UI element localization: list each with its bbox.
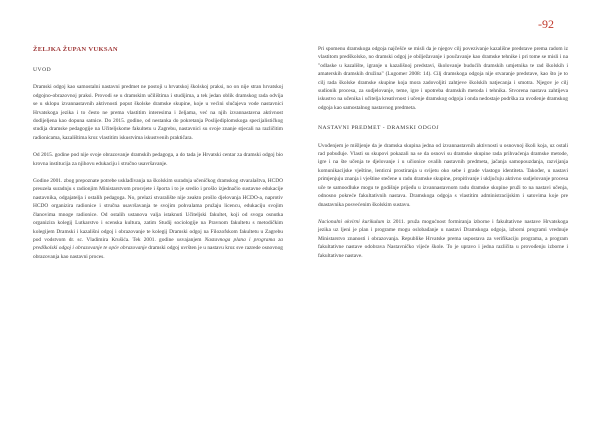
- section-heading-nastavni-predmet: NASTAVNI PREDMET - DRAMSKI ODGOJ: [318, 125, 440, 132]
- paragraph-text: dramski odgoj uvršten je u nastavu kroz sve razrede osnovnog obrazovanja kao nastavni proces.: [33, 245, 283, 260]
- paragraph: Uvođenjem je mišljenje da je dramska skupina jedna od izvannastavnih aktivnosti u osnovnoj školi koja, uz ostali rad pobuđuje. Vlasti su skupovi pokazali na se da osnovi su dramske skupine rada prihvaćenja dramske metode, igre i na šte učenja te djelovanje i u učionice ovalih nastavnih predmeta, jačanja samopouzdanja, razvijanja komunikacijske vještine, lenticni prostiranja u svijetu oko sebe i grade vlastogo identiteta. Također, u nastavi primjenjuju znanja i vještine stečene u radu dramske skupine, propitivanje i uključuju aktivno sudjelovanje procesa uče te samoodluke mogu te godišnje prijeđu u izvannastavnom radu dramske skupine pruži to na nastavi učenja, odnosno pokreće fakultativnih nastava. Dramskoga odgoja s vlastitim administracijskim i satovima koje pre dnastavnika posvećenim školskim sustavu.: [318, 142, 568, 208]
- right-column: [318, 45, 568, 269]
- paragraph: [318, 218, 568, 260]
- italic-title: Nastavnoga plana i programa za predškolski odgoj i obrazovanje te opće obrazovanje: [33, 236, 283, 252]
- italic-title: Nacionalni okvirni kurikulum: [318, 218, 385, 225]
- author-name: ŽELJKA ŽUPAN VUKSAN: [33, 46, 118, 53]
- paragraph-text: iz 2011. pruža mogućnost formiranja izborne i fakultativne nastave Hrvatskoga jezika uz ljeni je plan i programe mogu oslobađanje u nastavi Dramskoga odgoja, izborni programi vrednuje Ministarstvo znanosti i obrazovanja. Republike Hrvatske prema uspostava za verifikaciju programa, a program fakultativne nastave odobrava Nastavničko vijeće škole. To je upravo i jedna različita u provođenju izborne i fakultativne nastave.: [318, 218, 569, 259]
- section-heading-uvod: UVOD: [33, 67, 52, 73]
- paragraph: Dramski odgoj kao samostalni nastavni predmet ne postoji u hrvatskoj školskoj praksi, no on nije stran hrvatskoj odgojno-obrazovnoj praksi. Provodi se u dramskim učilištima i studijima, a tek jedan oblik dramskog rada odvija se u sklopu izvannastavnih aktivnosti poput školske dramske skupine, koje u većini slučajeva vode nastavnici Hrvatskoga jezika i to često ne prema vlastitim interesima i željama, već na njih izvannastavna aktivnost dodijeljena kao dopuna satnice. Do 2015. godine, od nestanka do pokretanja Poslijediplomskoga specijalističkog studija dramske pedagogije na Učiteljskome fakultetu u Zagrebu, nastavnici su svoje znanje stjecali na različitim radionicama, kazalištima kroz vlastitim iskustvima iskustvenih praktičara.: [33, 84, 283, 141]
- left-column: [33, 45, 283, 270]
- paragraph: Pri spomenu dramskoga odgoja najčešće se misli da je njegov cilj povezivanje kazališne predstave prema radom iz vlastitom predškolsko, no dramski odgoj je obilježavanje i poučavanje kao dramske tehnike i pri tome se misli i na "odlaske u kazalište, igranje u kazališnoj predstavi, školovanje budućih dramskih umjetnika te rad školskih i amaterskih dramskih družina" (Lugomer 2008: 14). Cilj dramskoga odgoja nije stvaranje predstave, kao što je to cilj rada školske dramske skupine koja mora zadovoljiti zahtjeve školskih natjecanja i smotra. Njegov je cilj sudionik procesa, za sudjelovanje, teme, igre i upotreba dramskih metoda i tehnika. Stvorena nastava zahtijeva iskustvo na učenika i učitelja kreativnost i učenje dramskog odgoja i onda nedostaje podrška za uvođenje dramskog odgoja kao samostalnog nastavnog predmeta.: [318, 46, 568, 111]
- paragraph-text: Godine 2001. zbog prepoznate potrebe usklađivanja na školskim suradnja učeničkog dramskog stvaralaštva, HCDO preuzela suradnju s radionjim Ministarstvom prosvjete i športa i to je sredio i prošlo izjednačio sustavne edukacije nastavnika, odgajatelja i ostalih pedagoga. No, prelazi stvaralište nije zeakto prošlo djelovanja HCDO-a, naprotiv HCDO organizira radionice i stručna usavršavanja te svojim pohvalama pružaju licencu, edukaciju svojim članovima mnoge radionice. Od ostalih ustanova valja istaknuti Učiteljski fakultet, koji od svoga osnutka organizira kolegij Lutkarstvo i scenska kultura, zatim Studij sociologije na Pravnom fakultetu s metodičkim kolegijem Dramski i kazališni odgoj i obrazovanje te kolegij Dramski odgoj na Filozofskom fakultetu u Zagrebu pod vodstvom dr. sc. Vladimira Krušića. Tek 2001. godine usvajanjem: [33, 178, 284, 243]
- page-number: -92: [538, 17, 554, 31]
- paragraph: Od 2015. godine pod nije svoje obrazovanje dramskih pedagoga, a do tada je Hrvatski centar za dramski odgoj bio krovna institucija za njihovu edukaciju i stručno usavršavanje.: [33, 152, 283, 167]
- paragraph: [33, 177, 283, 261]
